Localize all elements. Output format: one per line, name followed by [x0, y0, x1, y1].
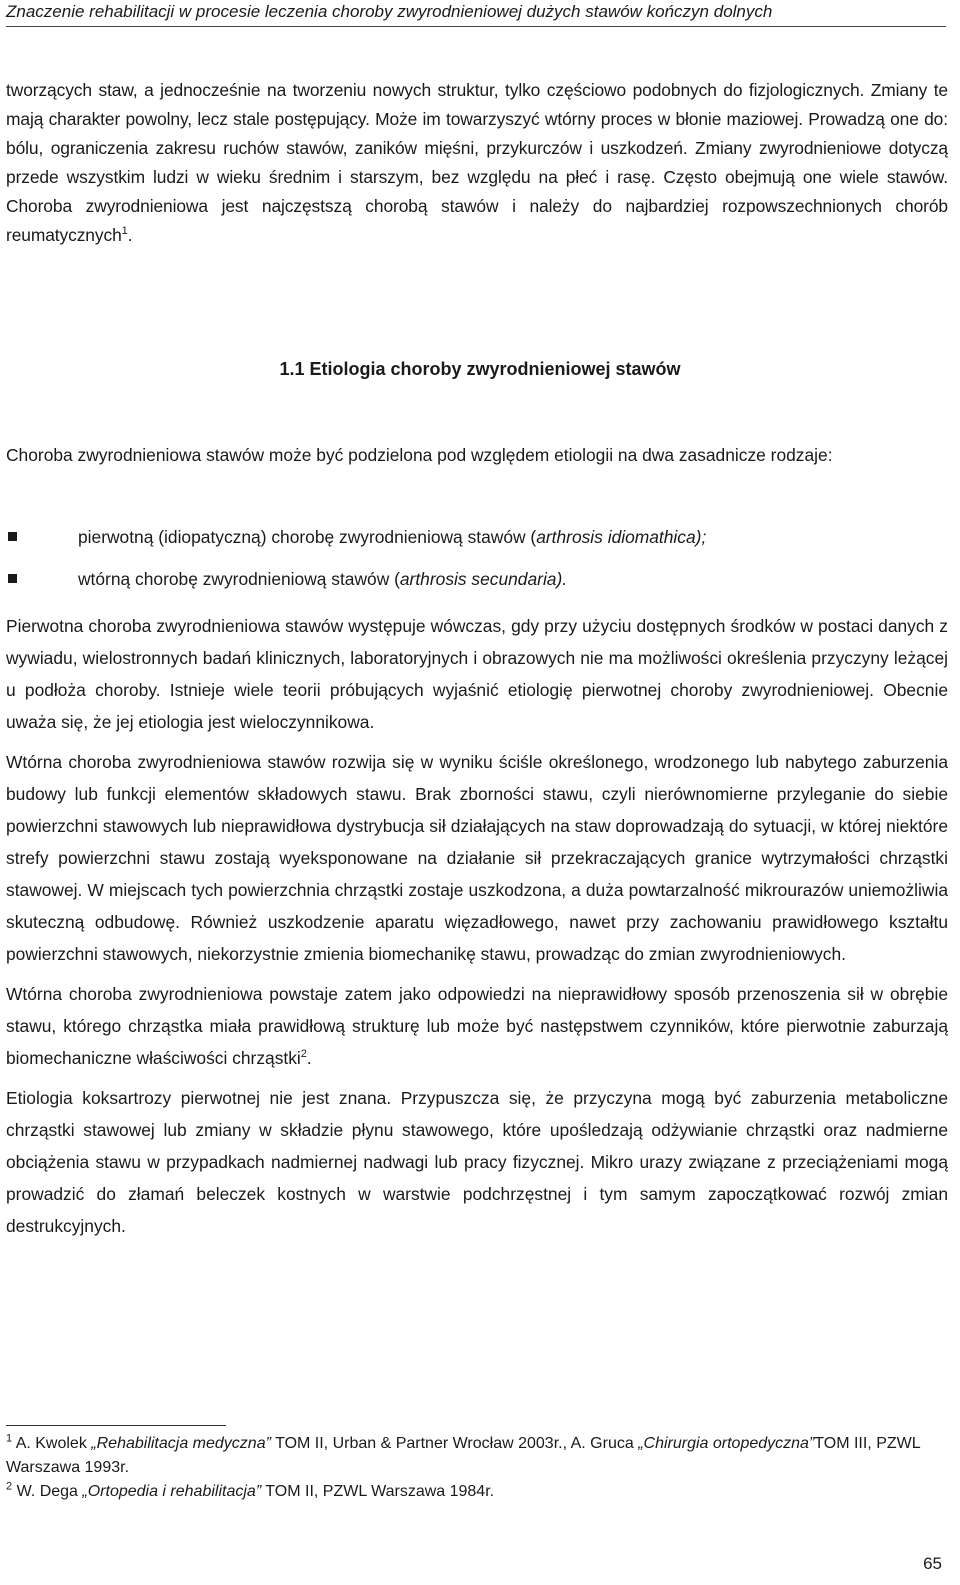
- running-title: Znaczenie rehabilitacji w procesie leczenia choroby zwyrodnieniowej dużych stawów kończyn dolnych: [6, 2, 773, 21]
- footnote-1: [6, 1432, 926, 1480]
- footnote-number: 2: [6, 1480, 13, 1493]
- footnote-text: TOM II, Urban & Partner Wrocław 2003r., A. Gruca: [270, 1435, 639, 1452]
- footnote-ref-2[interactable]: 2: [300, 1048, 307, 1061]
- section-lead: Choroba zwyrodnieniowa stawów może być podzielona pod względem etiologii na dwa zasadnicze rodzaje:: [6, 445, 833, 465]
- paragraph-secondary-mechanism-text: Wtórna choroba zwyrodnieniowa powstaje zatem jako odpowiedzi na nieprawidłowy sposób przenoszenia sił w obrębie stawu, którego chrząstka miała prawidłową strukturę lub może być następstwem czynników, które pierwotnie zaburzają biomechaniczne właściwości chrząstki: [6, 984, 948, 1068]
- intro-paragraph: [6, 76, 948, 250]
- square-bullet-icon: [8, 532, 17, 541]
- footnote-2: [6, 1480, 926, 1504]
- intro-paragraph-end: .: [127, 225, 133, 245]
- bullet-text-main: wtórną chorobę zwyrodnieniową stawów (: [78, 569, 400, 589]
- bullet-text-latin: arthrosis idiomathica);: [536, 527, 707, 547]
- intro-paragraph-block: [6, 76, 948, 250]
- footnote-divider: [6, 1425, 226, 1426]
- square-bullet-icon: [8, 574, 17, 583]
- bullet-text-main: pierwotną (idiopatyczną) chorobę zwyrodnieniową stawów (: [78, 527, 537, 547]
- footnote-text: TOM III, PZWL Warszawa 1993r.: [6, 1435, 921, 1476]
- bullet-list: [6, 522, 948, 606]
- footnotes: [6, 1432, 926, 1504]
- footnote-title: „Rehabilitacja medyczna”: [91, 1435, 271, 1452]
- footnote-text: TOM II, PZWL Warszawa 1984r.: [261, 1483, 495, 1500]
- bullet-text-latin: arthrosis secundaria).: [399, 569, 568, 589]
- intro-paragraph-text: tworzących staw, a jednocześnie na tworzeniu nowych struktur, tylko częściowo podobnych do fizjologicznych. Zmiany te mają charakter powolny, lecz stale postępujący. Może im towarzyszyć wtórny proces w błonie maziowej. Prowadzą one do: bólu, ograniczenia zakresu ruchów stawów, zaników mięśni, przykurczów i uszkodzeń. Zmiany zwyrodnieniowe dotyczą przede wszystkim ludzi w wieku średnim i starszym, bez względu na płeć i rasę. Często obejmują one wiele stawów. Choroba zwyrodnieniowa jest najczęstszą chorobą stawów i należy do najbardziej rozpowszechnionych chorób reumatycznych: [6, 80, 948, 245]
- section-heading: 1.1 Etiologia choroby zwyrodnieniowej stawów: [279, 359, 681, 379]
- list-item: [6, 564, 948, 606]
- paragraph-primary-oa: Pierwotna choroba zwyrodnieniowa stawów występuje wówczas, gdy przy użyciu dostępnych środków w postaci danych z wywiadu, wielostronnych badań klinicznych, laboratoryjnych i obrazowych nie ma możliwości określenia przyczyny leżącej u podłoża choroby. Istnieje wiele teorii próbujących wyjaśnić etiologię pierwotnej choroby zwyrodnieniowej. Obecnie uważa się, że jej etiologia jest wieloczynnikowa.: [6, 616, 948, 732]
- paragraph-secondary-mechanism-end: .: [306, 1048, 312, 1068]
- footnote-ref-1[interactable]: 1: [121, 225, 128, 238]
- bullet-text: [78, 522, 706, 552]
- footnote-title: „Chirurgia ortopedyczna”: [638, 1435, 815, 1452]
- page-number: 65: [923, 1554, 942, 1573]
- paragraph-secondary-oa: Wtórna choroba zwyrodnieniowa stawów rozwija się w wyniku ściśle określonego, wrodzonego lub nabytego zaburzenia budowy lub funkcji elementów składowych stawu. Brak zborności stawu, czyli nierównomierne przyleganie do siebie powierzchni stawowych lub nieprawidłowa dystrybucja sił działających na staw doprowadzają do sytuacji, w której niektóre strefy powierzchni stawu zostają wyeksponowane na działanie sił przekraczających granice wytrzymałości chrząstki stawowej. W miejscach tych powierzchnia chrząstki zostaje uszkodzona, a duża powtarzalność mikrourazów uniemożliwia skuteczną odbudowę. Również uszkodzenie aparatu więzadłowego, nawet przy zachowaniu prawidłowego kształtu powierzchni stawowych, niekorzystnie zmienia biomechanikę stawu, prowadząc do zmian zwyrodnieniowych.: [6, 752, 948, 964]
- running-header: [6, 0, 946, 27]
- body-paragraphs: [6, 610, 948, 1250]
- footnote-text: A. Kwolek: [15, 1435, 92, 1452]
- list-item: [6, 522, 948, 564]
- footnote-number: 1: [6, 1432, 13, 1445]
- footnote-text: W. Dega: [16, 1483, 83, 1500]
- bullet-text: [78, 564, 567, 594]
- paragraph-secondary-mechanism: [6, 978, 948, 1074]
- footnote-title: „Ortopedia i rehabilitacja”: [82, 1483, 262, 1500]
- section-lead-block: [6, 440, 948, 470]
- paragraph-coxarthrosis: Etiologia koksartrozy pierwotnej nie jest znana. Przypuszcza się, że przyczyna mogą być zaburzenia metaboliczne chrząstki stawowej lub zmiany w składzie płynu stawowego, które upośledzają odżywianie chrząstki oraz nadmierne obciążenia stawu w przypadkach nadmiernej nadwagi lub pracy fizycznej. Mikro urazy związane z przeciążeniami mogą prowadzić do złamań beleczek kostnych w warstwie podchrzęstnej i tym samym zapoczątkować rozwój zmian destrukcyjnych.: [6, 1088, 948, 1236]
